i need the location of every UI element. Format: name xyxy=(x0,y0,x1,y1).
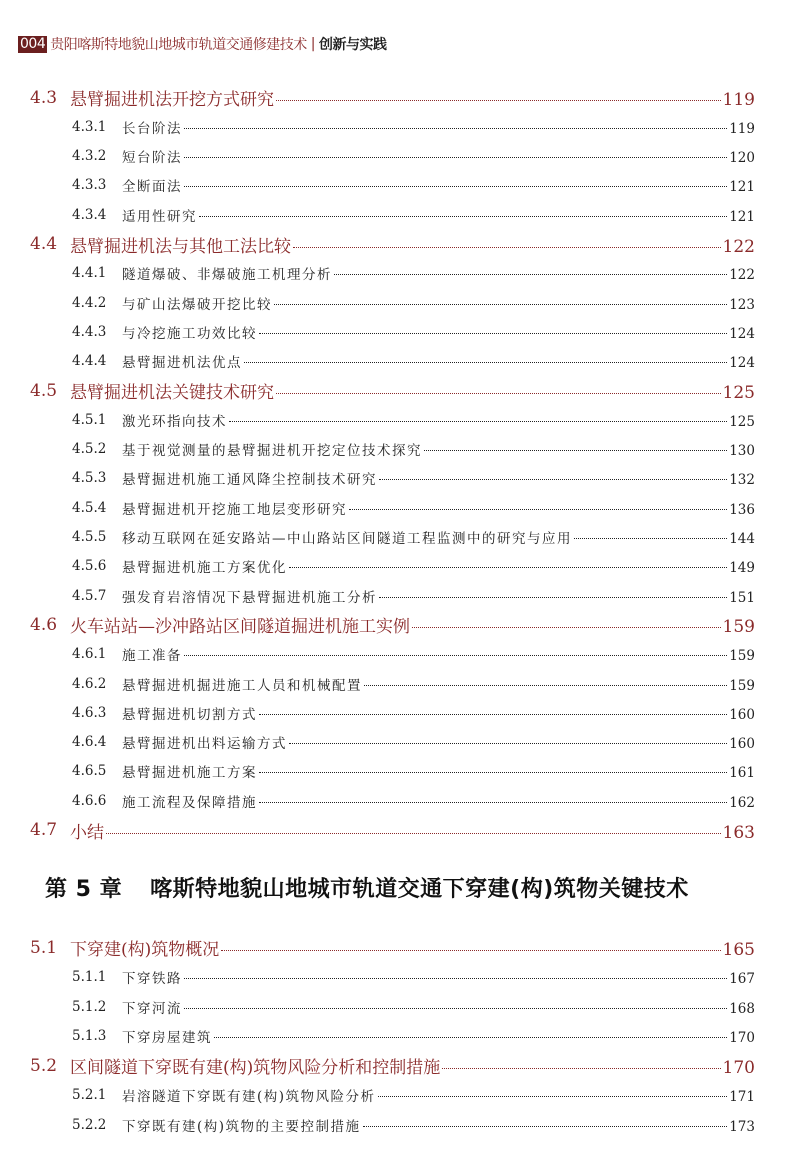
dot-leader xyxy=(276,100,721,101)
toc-subsection-entry[interactable] xyxy=(0,1110,790,1139)
entry-number: 4.6.1 xyxy=(72,646,107,663)
entry-title: 隧道爆破、非爆破施工机理分析 xyxy=(122,267,332,284)
dot-leader xyxy=(259,714,727,715)
entry-title: 移动互联网在延安路站—中山路站区间隧道工程监测中的研究与应用 xyxy=(122,531,572,547)
entry-number: 4.5.1 xyxy=(72,411,107,428)
toc-subsection-entry[interactable] xyxy=(0,435,790,464)
dot-leader xyxy=(184,655,727,656)
dot-leader xyxy=(412,627,721,628)
dot-leader xyxy=(364,685,727,686)
entry-number: 4.4.3 xyxy=(72,323,107,340)
entry-number: 4.6 xyxy=(30,614,58,635)
entry-number: 4.6.4 xyxy=(72,734,107,751)
entry-number: 5.1.2 xyxy=(72,998,107,1015)
toc-subsection-entry[interactable] xyxy=(0,464,790,493)
entry-title: 悬臂掘进机施工通风降尘控制技术研究 xyxy=(122,472,377,489)
dot-leader xyxy=(379,479,727,480)
toc-section-entry[interactable] xyxy=(0,376,790,405)
dot-leader xyxy=(184,978,727,979)
toc-subsection-entry[interactable] xyxy=(0,552,790,581)
entry-page-number: 125 xyxy=(729,413,755,430)
entry-title: 悬臂掘进机法优点 xyxy=(122,355,242,372)
book-subtitle: 创新与实践 xyxy=(318,37,387,53)
entry-page-number: 120 xyxy=(729,150,755,167)
toc-subsection-entry[interactable] xyxy=(0,581,790,610)
entry-title: 悬臂掘进机掘进施工人员和机械配置 xyxy=(122,677,362,694)
toc-subsection-entry[interactable] xyxy=(0,786,790,815)
entry-number: 4.5.2 xyxy=(72,441,107,458)
header-separator: | xyxy=(310,36,315,52)
toc-section-entry[interactable] xyxy=(0,230,790,259)
entry-page-number: 161 xyxy=(729,765,755,782)
entry-number: 4.6.2 xyxy=(72,675,107,692)
entry-page-number: 124 xyxy=(729,325,755,342)
entry-page-number: 167 xyxy=(729,971,755,987)
dot-leader xyxy=(349,509,727,510)
entry-page-number: 170 xyxy=(722,1058,755,1078)
entry-page-number: 125 xyxy=(722,383,755,403)
dot-leader xyxy=(184,1008,727,1009)
entry-title: 强发育岩溶情况下悬臂掘进机施工分析 xyxy=(122,589,377,606)
toc-subsection-entry[interactable] xyxy=(0,963,790,992)
dot-leader xyxy=(221,950,720,951)
dot-leader xyxy=(184,157,727,158)
toc-subsection-entry[interactable] xyxy=(0,992,790,1021)
entry-page-number: 159 xyxy=(729,677,755,694)
entry-title: 火车站站—沙冲路站区间隧道掘进机施工实例 xyxy=(70,617,410,638)
dot-leader xyxy=(259,772,727,773)
dot-leader xyxy=(259,802,727,803)
toc-section-entry[interactable] xyxy=(0,816,790,845)
entry-page-number: 123 xyxy=(729,296,755,313)
entry-page-number: 121 xyxy=(729,179,755,196)
entry-number: 5.1 xyxy=(30,937,58,958)
entry-title: 施工准备 xyxy=(122,648,182,665)
entry-title: 激光环指向技术 xyxy=(122,413,227,430)
entry-page-number: 144 xyxy=(729,531,755,547)
toc-subsection-entry[interactable] xyxy=(0,523,790,552)
dot-leader xyxy=(276,393,721,394)
entry-page-number: 165 xyxy=(722,940,755,960)
entry-title: 悬臂掘进机法关键技术研究 xyxy=(70,383,274,403)
entry-title: 下穿既有建(构)筑物的主要控制措施 xyxy=(122,1118,361,1135)
entry-page-number: 149 xyxy=(729,560,755,577)
entry-title: 短台阶法 xyxy=(122,150,182,167)
entry-title: 适用性研究 xyxy=(122,208,197,225)
dot-leader xyxy=(199,216,727,217)
dot-leader xyxy=(574,538,727,539)
book-title: 贵阳喀斯特地貌山地城市轨道交通修建技术 xyxy=(50,37,307,53)
dot-leader xyxy=(334,274,727,275)
entry-title: 长台阶法 xyxy=(122,120,182,137)
entry-title: 悬臂掘进机切割方式 xyxy=(122,706,257,723)
dot-leader xyxy=(259,333,727,334)
entry-number: 5.1.3 xyxy=(72,1028,107,1044)
toc-subsection-entry[interactable] xyxy=(0,171,790,200)
toc-subsection-entry[interactable] xyxy=(0,112,790,141)
entry-number: 4.5.6 xyxy=(72,558,107,575)
toc-subsection-entry[interactable] xyxy=(0,698,790,727)
entry-number: 4.3.4 xyxy=(72,206,107,223)
entry-number: 4.4 xyxy=(30,234,58,254)
entry-title: 小结 xyxy=(70,822,104,843)
entry-title: 下穿建(构)筑物概况 xyxy=(70,940,220,960)
entry-page-number: 159 xyxy=(722,617,755,638)
toc-subsection-entry[interactable] xyxy=(0,288,790,317)
entry-title: 岩溶隧道下穿既有建(构)筑物风险分析 xyxy=(122,1089,376,1105)
entry-title: 下穿房屋建筑 xyxy=(122,1030,212,1046)
entry-title: 悬臂掘进机出料运输方式 xyxy=(122,736,287,753)
entry-page-number: 173 xyxy=(729,1118,755,1135)
entry-page-number: 163 xyxy=(722,822,755,843)
entry-page-number: 122 xyxy=(722,236,755,257)
toc-section-entry[interactable] xyxy=(0,83,790,112)
entry-number: 4.4.2 xyxy=(72,294,107,311)
entry-number: 4.5.4 xyxy=(72,499,107,516)
toc-subsection-entry[interactable] xyxy=(0,259,790,288)
toc-subsection-entry[interactable] xyxy=(0,493,790,522)
entry-number: 4.3 xyxy=(30,87,58,108)
entry-number: 4.3.1 xyxy=(72,118,107,135)
toc-subsection-entry[interactable] xyxy=(0,669,790,698)
entry-number: 4.5.5 xyxy=(72,529,107,545)
dot-leader xyxy=(424,450,727,451)
entry-title: 下穿河流 xyxy=(122,1000,182,1017)
entry-number: 5.2.1 xyxy=(72,1087,107,1103)
entry-number: 4.5 xyxy=(30,380,58,401)
entry-page-number: 162 xyxy=(729,794,755,811)
entry-page-number: 130 xyxy=(729,443,755,460)
entry-page-number: 151 xyxy=(729,589,755,606)
entry-page-number: 168 xyxy=(729,1000,755,1017)
entry-page-number: 159 xyxy=(729,648,755,665)
entry-page-number: 136 xyxy=(729,501,755,518)
dot-leader xyxy=(378,1096,728,1097)
dot-leader xyxy=(289,743,727,744)
entry-number: 4.3.3 xyxy=(72,177,107,194)
toc-section-entry[interactable] xyxy=(0,610,790,639)
dot-leader xyxy=(289,567,727,568)
entry-page-number: 171 xyxy=(729,1089,755,1105)
entry-number: 4.5.7 xyxy=(72,587,107,604)
chapter-title: 喀斯特地貌山地城市轨道交通下穿建(构)筑物关键技术 xyxy=(150,877,689,902)
dot-leader xyxy=(293,247,721,248)
entry-page-number: 170 xyxy=(729,1030,755,1046)
entry-page-number: 122 xyxy=(729,267,755,284)
chapter-heading xyxy=(45,872,689,903)
entry-title: 与矿山法爆破开挖比较 xyxy=(122,296,272,313)
toc-subsection-entry[interactable] xyxy=(0,317,790,346)
entry-page-number: 119 xyxy=(722,90,755,110)
entry-title: 悬臂掘进机法开挖方式研究 xyxy=(70,90,274,110)
toc-section-entry[interactable] xyxy=(0,933,790,962)
entry-page-number: 124 xyxy=(729,355,755,372)
toc-subsection-entry[interactable] xyxy=(0,757,790,786)
toc-subsection-entry[interactable] xyxy=(0,200,790,229)
entry-number: 4.6.5 xyxy=(72,763,107,780)
entry-number: 4.6.6 xyxy=(72,792,107,809)
entry-number: 4.5.3 xyxy=(72,470,107,487)
entry-title: 施工流程及保障措施 xyxy=(122,794,257,811)
entry-page-number: 119 xyxy=(729,120,755,137)
entry-number: 5.1.1 xyxy=(72,969,107,985)
entry-page-number: 121 xyxy=(729,208,755,225)
entry-title: 悬臂掘进机开挖施工地层变形研究 xyxy=(122,501,347,518)
dot-leader xyxy=(363,1126,728,1127)
toc-subsection-entry[interactable] xyxy=(0,1022,790,1051)
entry-title: 悬臂掘进机施工方案 xyxy=(122,765,257,782)
entry-title: 悬臂掘进机法与其他工法比较 xyxy=(70,236,291,257)
toc-subsection-entry[interactable] xyxy=(0,347,790,376)
toc-section-entry[interactable] xyxy=(0,1051,790,1080)
dot-leader xyxy=(184,128,727,129)
page-number: 004 xyxy=(20,35,46,52)
entry-title: 与冷挖施工功效比较 xyxy=(122,325,257,342)
entry-title: 基于视觉测量的悬臂掘进机开挖定位技术探究 xyxy=(122,443,422,460)
running-header xyxy=(18,34,386,54)
dot-leader xyxy=(442,1068,720,1069)
entry-number: 4.4.4 xyxy=(72,353,107,370)
entry-page-number: 160 xyxy=(729,706,755,723)
toc-subsection-entry[interactable] xyxy=(0,640,790,669)
dot-leader xyxy=(214,1037,727,1038)
chapter-number: 第 5 章 xyxy=(45,877,123,902)
dot-leader xyxy=(244,362,727,363)
entry-title: 全断面法 xyxy=(122,179,182,196)
dot-leader xyxy=(106,833,721,834)
entry-page-number: 132 xyxy=(729,472,755,489)
entry-number: 4.6.3 xyxy=(72,704,107,721)
entry-number: 4.7 xyxy=(30,820,58,840)
toc-subsection-entry[interactable] xyxy=(0,142,790,171)
entry-number: 5.2 xyxy=(30,1055,58,1076)
toc-subsection-entry[interactable] xyxy=(0,728,790,757)
toc-subsection-entry[interactable] xyxy=(0,405,790,434)
entry-title: 区间隧道下穿既有建(构)筑物风险分析和控制措施 xyxy=(70,1058,441,1078)
dot-leader xyxy=(379,597,727,598)
entry-title: 下穿铁路 xyxy=(122,971,182,987)
dot-leader xyxy=(184,186,727,187)
entry-number: 4.3.2 xyxy=(72,148,107,165)
dot-leader xyxy=(274,304,727,305)
dot-leader xyxy=(229,421,727,422)
entry-page-number: 160 xyxy=(729,736,755,753)
entry-number: 5.2.2 xyxy=(72,1116,107,1133)
toc-subsection-entry[interactable] xyxy=(0,1081,790,1110)
entry-number: 4.4.1 xyxy=(72,265,107,282)
entry-title: 悬臂掘进机施工方案优化 xyxy=(122,560,287,577)
